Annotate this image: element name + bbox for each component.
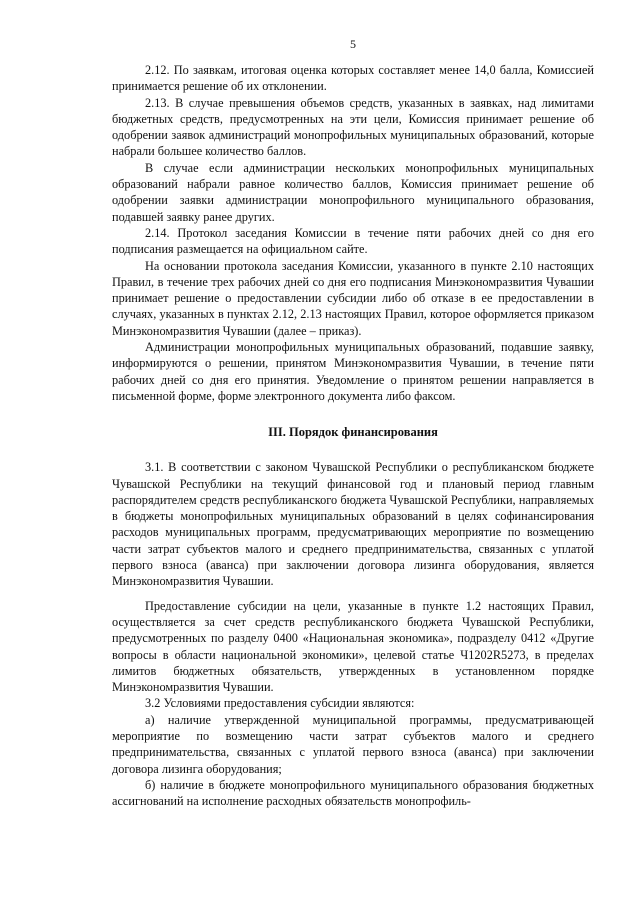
page-number: 5 (350, 37, 356, 51)
paragraph-2-12: 2.12. По заявкам, итоговая оценка которых составляет менее 14,0 балла, Комиссией принимается решение об их отклонении. (112, 63, 594, 94)
paragraph-protocol-decision: На основании протокола заседания Комиссии, указанного в пункте 2.10 настоящих Правил, в течение трех рабочих дней со дня его подписания Минэкономразвития Чувашии принимает решение о предоставлении субсидии либо об отказе в ее предоставлении в случаях, указанных в пунктах 2.12, 2.13 настоящих Правил, которое оформляется приказом Минэкономразвития Чувашии (далее – приказ). (112, 258, 594, 338)
paragraph-3-2: 3.2 Условиями предоставления субсидии являются: (145, 696, 415, 711)
paragraph-equal-score: В случае если администрации нескольких монопрофильных муниципальных образований набрали равное количество баллов, Комиссия принимает решение об одобрении заявки администрации монопрофильного муниципального образования, подавшей заявку ранее других. (112, 160, 594, 224)
paragraph-subsidy-funding: Предоставление субсидии на цели, указанные в пункте 1.2 настоящих Правил, осуществляется за счет средств республиканского бюджета Чувашской Республики, предусмотренных по разделу 0400 «Национальная экономика», подразделу 0412 «Другие вопросы в области национальной экономики», целевой статье Ч1202R5273, в пределах лимитов бюджетных обязательств, утвержденных в установленном порядке Минэкономразвития Чувашии. (112, 598, 594, 695)
paragraph-2-14: 2.14. Протокол заседания Комиссии в течение пяти рабочих дней со дня его подписания размещается на официальном сайте. (112, 225, 594, 257)
paragraph-condition-b: б) наличие в бюджете монопрофильного муниципального образования бюджетных ассигнований на исполнение расходных обязательств монопрофиль- (112, 777, 594, 809)
paragraph-condition-a: а) наличие утвержденной муниципальной программы, предусматривающей мероприятие по возмещению части затрат субъектов малого и среднего предпринимательства, связанных с уплатой первого взноса (аванса) при заключении договора лизинга оборудования; (112, 712, 594, 776)
document-page (112, 36, 594, 809)
paragraph-notification: Администрации монопрофильных муниципальных образований, подавшие заявку, информируются о решении, принятом Минэкономразвития Чувашии, в течение пяти рабочих дней со дня его принятия. Уведомление о принятом решении направляется в письменной форме, форме электронного документа либо факсом. (112, 340, 594, 403)
paragraph-gap (112, 590, 594, 598)
section-heading-financing: III. Порядок финансирования (268, 425, 438, 440)
paragraph-3-1: 3.1. В соответствии с законом Чувашской Республики о республиканском бюджете Чувашской Республики на текущий финансовой год и плановый период главным распорядителем средств республиканского бюджета Чувашской Республики, направляемых в бюджеты монопрофильных муниципальных образований в целях софинансирования расходов муниципальных программ, предусматривающих мероприятие по возмещению части затрат субъектов малого и среднего предпринимательства, связанных с уплатой первого взноса (аванса) при заключении договора лизинга оборудования, является Минэкономразвития Чувашии. (112, 460, 594, 589)
paragraph-2-13: 2.13. В случае превышения объемов средств, указанных в заявках, над лимитами бюджетных средств, предусмотренных на эти цели, Комиссия принимает решение об одобрении заявок администраций монопрофильных муниципальных образований, которые набрали большее количество баллов. (112, 95, 594, 159)
